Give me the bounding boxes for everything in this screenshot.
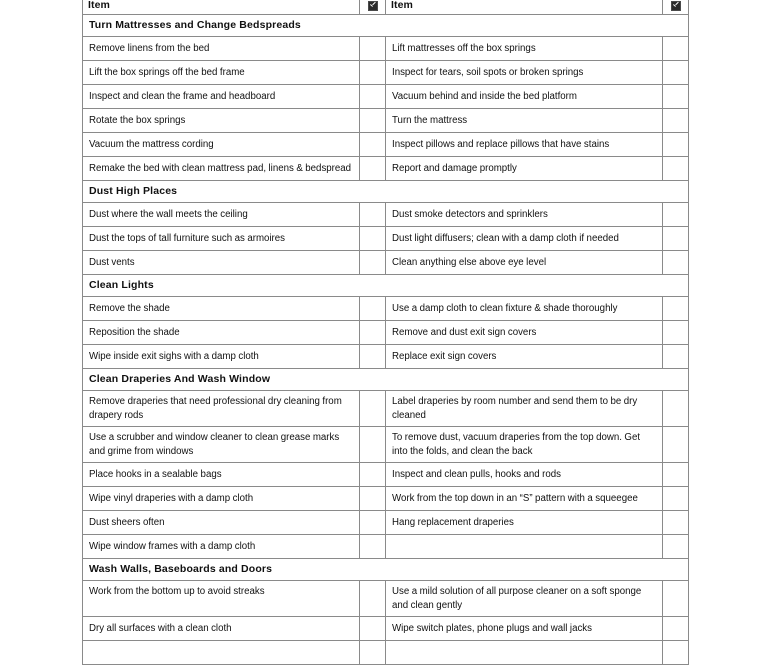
checkbox-cell-left[interactable]: [360, 321, 386, 345]
item-cell-left: [83, 85, 360, 109]
item-cell-right: [386, 511, 663, 535]
checkbox-cell-right[interactable]: [663, 535, 689, 559]
section-title: Dust High Places: [89, 185, 178, 197]
table-row: [83, 487, 689, 511]
item-cell-left: [83, 157, 360, 181]
item-cell-left: [83, 133, 360, 157]
item-cell-left: [83, 297, 360, 321]
checkbox-cell-right[interactable]: [663, 203, 689, 227]
checkbox-cell-left[interactable]: [360, 345, 386, 369]
checkbox-cell-left[interactable]: [360, 61, 386, 85]
table-body: [83, 15, 689, 665]
item-label: Work from the top down in an “S” pattern with a squeegee: [392, 493, 638, 504]
item-cell-right: [386, 487, 663, 511]
table-row: [83, 535, 689, 559]
item-label: Work from the bottom up to avoid streaks: [89, 586, 265, 597]
item-label: [83, 641, 359, 664]
item-cell-right: [386, 345, 663, 369]
item-cell-left: [83, 227, 360, 251]
table-head: [83, 0, 689, 15]
section-header-cell: [83, 181, 689, 203]
checkbox-cell-right[interactable]: [663, 427, 689, 463]
item-cell-right: [386, 581, 663, 617]
item-label: Dust light diffusers; clean with a damp cloth if needed: [392, 233, 619, 244]
checkbox-cell-right[interactable]: [663, 297, 689, 321]
item-cell-right: [386, 109, 663, 133]
item-cell-left: [83, 581, 360, 617]
checkbox-checked-icon: [671, 1, 681, 11]
item-cell-right: [386, 37, 663, 61]
section-header-cell: [83, 559, 689, 581]
table-row: [83, 37, 689, 61]
column-header-item-right-label: Item: [391, 0, 413, 11]
table-row: [83, 427, 689, 463]
checkbox-cell-left[interactable]: [360, 109, 386, 133]
checkbox-cell-right[interactable]: [663, 61, 689, 85]
item-cell-left: [83, 641, 360, 665]
checkbox-cell-left[interactable]: [360, 227, 386, 251]
section-title: Clean Draperies And Wash Window: [89, 373, 271, 385]
column-header-item-left: [83, 0, 360, 15]
table-row: [83, 641, 689, 665]
table-row: [83, 321, 689, 345]
checkbox-cell-left[interactable]: [360, 37, 386, 61]
table-row: [83, 203, 689, 227]
checkbox-cell-right[interactable]: [663, 391, 689, 427]
item-cell-left: [83, 511, 360, 535]
checkbox-cell-left[interactable]: [360, 581, 386, 617]
checkbox-cell-right[interactable]: [663, 617, 689, 641]
column-header-item-left-label: Item: [88, 0, 110, 11]
table-row: [83, 391, 689, 427]
checkbox-cell-left[interactable]: [360, 391, 386, 427]
item-label: Wipe window frames with a damp cloth: [89, 541, 256, 552]
item-cell-left: [83, 37, 360, 61]
section-header-cell: [83, 275, 689, 297]
table-row: [83, 251, 689, 275]
section-header-row: [83, 559, 689, 581]
item-cell-left: [83, 463, 360, 487]
checkbox-cell-left[interactable]: [360, 641, 386, 665]
checkbox-cell-right[interactable]: [663, 487, 689, 511]
item-label: Dust smoke detectors and sprinklers: [392, 209, 548, 220]
checkbox-cell-left[interactable]: [360, 251, 386, 275]
checkbox-cell-right[interactable]: [663, 581, 689, 617]
item-cell-right: [386, 157, 663, 181]
item-label: Lift the box springs off the bed frame: [89, 67, 245, 78]
section-header-row: [83, 181, 689, 203]
item-cell-right: [386, 133, 663, 157]
section-header-row: [83, 15, 689, 37]
item-label: Inspect and clean the frame and headboard: [89, 91, 276, 102]
item-label: Inspect and clean pulls, hooks and rods: [392, 469, 561, 480]
checkbox-cell-left[interactable]: [360, 133, 386, 157]
item-cell-right: [386, 85, 663, 109]
section-header-row: [83, 369, 689, 391]
checkbox-cell-right[interactable]: [663, 133, 689, 157]
checkbox-cell-left[interactable]: [360, 427, 386, 463]
checkbox-cell-left[interactable]: [360, 511, 386, 535]
item-cell-left: [83, 427, 360, 463]
item-label: Rotate the box springs: [89, 115, 186, 126]
item-label: Dust where the wall meets the ceiling: [89, 209, 248, 220]
item-label: Use a damp cloth to clean fixture & shade thoroughly: [392, 303, 618, 314]
table-row: [83, 61, 689, 85]
table-header-row: [83, 0, 689, 15]
item-cell-right: [386, 535, 663, 559]
table-row: [83, 297, 689, 321]
table-row: [83, 511, 689, 535]
checkbox-cell-right[interactable]: [663, 85, 689, 109]
item-cell-left: [83, 487, 360, 511]
checkbox-cell-left[interactable]: [360, 535, 386, 559]
checkbox-cell-left[interactable]: [360, 617, 386, 641]
item-cell-right: [386, 427, 663, 463]
item-label: To remove dust, vacuum draperies from the top down. Get into the folds, and clean the back: [392, 432, 641, 457]
checkbox-cell-left[interactable]: [360, 203, 386, 227]
checkbox-cell-right[interactable]: [663, 157, 689, 181]
item-cell-right: [386, 321, 663, 345]
checkbox-header-icon-left: [360, 0, 385, 13]
item-cell-right: [386, 203, 663, 227]
item-label: Vacuum behind and inside the bed platform: [392, 91, 577, 102]
checkbox-header-icon-right: [663, 0, 688, 13]
section-title: Wash Walls, Baseboards and Doors: [89, 563, 273, 575]
checkbox-cell-right[interactable]: [663, 251, 689, 275]
item-label: Wipe switch plates, phone plugs and wall jacks: [392, 623, 592, 634]
table-row: [83, 463, 689, 487]
item-cell-left: [83, 109, 360, 133]
item-label: Use a scrubber and window cleaner to clean grease marks and grime from windows: [89, 432, 340, 457]
item-label: Dust sheers often: [89, 517, 165, 528]
item-cell-left: [83, 617, 360, 641]
table-row: [83, 227, 689, 251]
checkbox-cell-right[interactable]: [663, 37, 689, 61]
checkbox-cell-right[interactable]: [663, 641, 689, 665]
item-label: Replace exit sign covers: [392, 351, 497, 362]
item-cell-left: [83, 61, 360, 85]
checkbox-cell-right[interactable]: [663, 511, 689, 535]
item-label: Dust vents: [89, 257, 135, 268]
item-label: Remove and dust exit sign covers: [392, 327, 537, 338]
checkbox-cell-right[interactable]: [663, 345, 689, 369]
table-row: [83, 581, 689, 617]
item-cell-left: [83, 321, 360, 345]
table-row: [83, 85, 689, 109]
checkbox-cell-right[interactable]: [663, 321, 689, 345]
column-header-check-left: [360, 0, 386, 15]
item-label: Place hooks in a sealable bags: [89, 469, 222, 480]
section-title: Clean Lights: [89, 279, 154, 291]
table-row: [83, 617, 689, 641]
table-row: [83, 345, 689, 369]
item-label: Lift mattresses off the box springs: [392, 43, 536, 54]
item-label: [386, 641, 662, 664]
checkbox-cell-right[interactable]: [663, 109, 689, 133]
item-label: Turn the mattress: [392, 115, 468, 126]
section-header-row: [83, 275, 689, 297]
item-label: Dust the tops of tall furniture such as armoires: [89, 233, 286, 244]
item-label: Hang replacement draperies: [392, 517, 514, 528]
item-cell-left: [83, 535, 360, 559]
checkbox-cell-right[interactable]: [663, 463, 689, 487]
checkbox-cell-right[interactable]: [663, 227, 689, 251]
checkbox-cell-left[interactable]: [360, 463, 386, 487]
table-row: [83, 109, 689, 133]
item-label: Inspect for tears, soil spots or broken springs: [392, 67, 584, 78]
item-label: Vacuum the mattress cording: [89, 139, 214, 150]
item-cell-right: [386, 391, 663, 427]
table-row: [83, 133, 689, 157]
item-cell-right: [386, 617, 663, 641]
item-cell-right: [386, 61, 663, 85]
checkbox-cell-left[interactable]: [360, 487, 386, 511]
checklist-table: [82, 0, 689, 665]
item-label: Clean anything else above eye level: [392, 257, 547, 268]
column-header-check-right: [663, 0, 689, 15]
item-label: Remove draperies that need professional dry cleaning from drapery rods: [89, 396, 342, 421]
item-cell-left: [83, 345, 360, 369]
item-label: Remove the shade: [89, 303, 170, 314]
item-cell-right: [386, 641, 663, 665]
checkbox-cell-left[interactable]: [360, 297, 386, 321]
item-label: Reposition the shade: [89, 327, 180, 338]
item-cell-right: [386, 297, 663, 321]
item-label: Inspect pillows and replace pillows that have stains: [392, 139, 610, 150]
item-cell-right: [386, 227, 663, 251]
checkbox-cell-left[interactable]: [360, 85, 386, 109]
item-label: Remove linens from the bed: [89, 43, 210, 54]
section-header-cell: [83, 15, 689, 37]
item-cell-left: [83, 203, 360, 227]
checkbox-cell-left[interactable]: [360, 157, 386, 181]
item-cell-left: [83, 391, 360, 427]
table-row: [83, 157, 689, 181]
item-label: [386, 535, 662, 558]
item-cell-left: [83, 251, 360, 275]
section-title: Turn Mattresses and Change Bedspreads: [89, 19, 301, 31]
column-header-item-right: [386, 0, 663, 15]
item-label: Use a mild solution of all purpose cleaner on a soft sponge and clean gently: [392, 586, 642, 611]
item-cell-right: [386, 463, 663, 487]
item-label: Remake the bed with clean mattress pad, linens & bedspread: [89, 163, 352, 174]
item-label: Wipe vinyl draperies with a damp cloth: [89, 493, 254, 504]
section-header-cell: [83, 369, 689, 391]
item-label: Label draperies by room number and send them to be dry cleaned: [392, 396, 638, 421]
checkbox-checked-icon: [368, 1, 378, 11]
item-label: Wipe inside exit sighs with a damp cloth: [89, 351, 259, 362]
item-cell-right: [386, 251, 663, 275]
item-label: Dry all surfaces with a clean cloth: [89, 623, 232, 634]
item-label: Report and damage promptly: [392, 163, 517, 174]
